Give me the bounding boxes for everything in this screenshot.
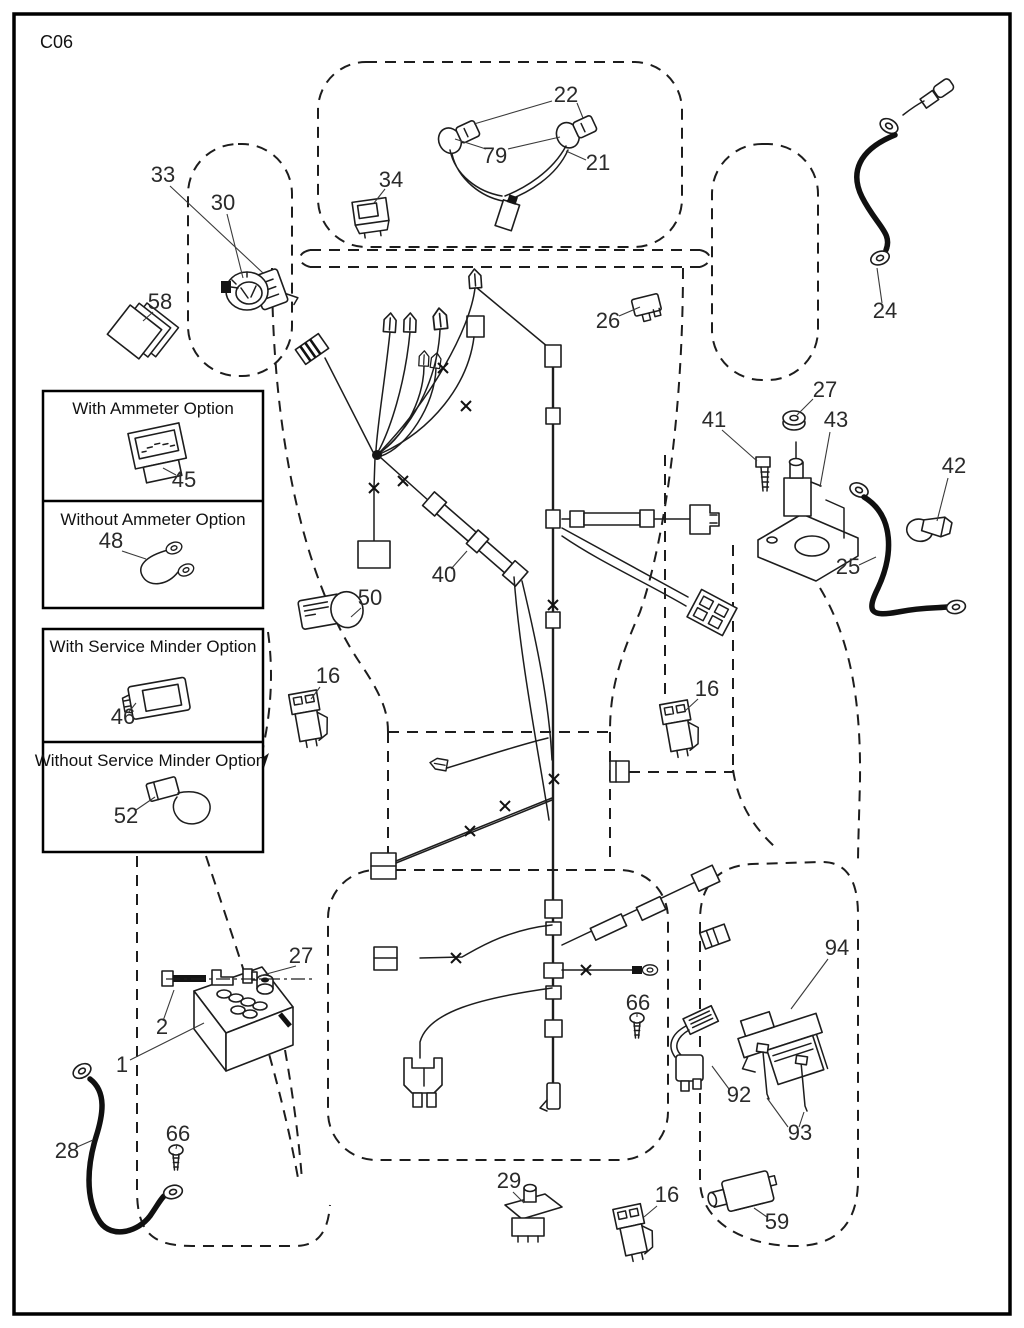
connector-92: [671, 1006, 718, 1091]
ammeter-with-title: With Ammeter Option: [72, 399, 234, 418]
callout-94: 94: [824, 935, 850, 960]
callout-27-solenoid: 27: [812, 377, 838, 402]
battery-cable-25: [848, 480, 967, 615]
battery-cable-24: [857, 77, 955, 267]
terminal-boot-42: [905, 510, 953, 547]
callout-25: 25: [835, 554, 861, 579]
option-box-service-minder: [35, 629, 266, 852]
callout-40: 40: [431, 562, 457, 587]
callout-33: 33: [150, 162, 176, 187]
callout-52: 52: [113, 803, 139, 828]
nut-27-solenoid: [783, 411, 805, 430]
module-94: [728, 998, 833, 1093]
callout-92: 92: [726, 1082, 752, 1107]
callout-2: 2: [155, 1014, 169, 1039]
callout-43: 43: [823, 407, 849, 432]
bracket-27: [212, 970, 233, 985]
callout-66-left: 66: [165, 1121, 191, 1146]
callout-34: 34: [378, 167, 404, 192]
option-box-ammeter: [43, 391, 263, 608]
ignition-switch-30: [221, 272, 268, 310]
bolt-41: [756, 457, 770, 491]
callout-50: 50: [357, 585, 383, 610]
headlight-harness-21: [450, 146, 568, 231]
callout-24: 24: [872, 298, 898, 323]
switch-16-right: [660, 699, 703, 759]
callout-46: 46: [110, 704, 136, 729]
callout-16-left: 16: [315, 663, 341, 688]
callout-58: 58: [147, 289, 173, 314]
ammeter-without-title: Without Ammeter Option: [60, 510, 246, 529]
callout-48: 48: [98, 528, 124, 553]
callout-93: 93: [787, 1120, 813, 1145]
headlamp-bulbs-22: [434, 111, 599, 157]
callout-22: 22: [553, 82, 579, 107]
main-harness-40: [295, 269, 737, 1111]
diagram-code: C06: [40, 32, 74, 52]
callout-41: 41: [701, 407, 727, 432]
callout-29: 29: [496, 1168, 522, 1193]
callout-42: 42: [941, 453, 967, 478]
callout-16-right: 16: [694, 676, 720, 701]
callout-27-battery: 27: [288, 943, 314, 968]
callout-21: 21: [585, 150, 611, 175]
minder-with-title: With Service Minder Option: [49, 637, 257, 656]
callout-16-bottom: 16: [654, 1182, 680, 1207]
callout-28: 28: [54, 1138, 80, 1163]
callout-66-right: 66: [625, 990, 651, 1015]
minder-without-title: Without Service Minder Option: [34, 751, 266, 770]
callout-59: 59: [764, 1209, 790, 1234]
rocker-switch-34: [352, 198, 391, 239]
callout-26: 26: [595, 308, 621, 333]
callout-1: 1: [115, 1052, 129, 1077]
callout-45: 45: [171, 467, 197, 492]
battery-cable-28: [71, 1061, 184, 1232]
switch-16-left: [289, 689, 332, 749]
callout-79: 79: [482, 143, 508, 168]
callout-30: 30: [210, 190, 236, 215]
